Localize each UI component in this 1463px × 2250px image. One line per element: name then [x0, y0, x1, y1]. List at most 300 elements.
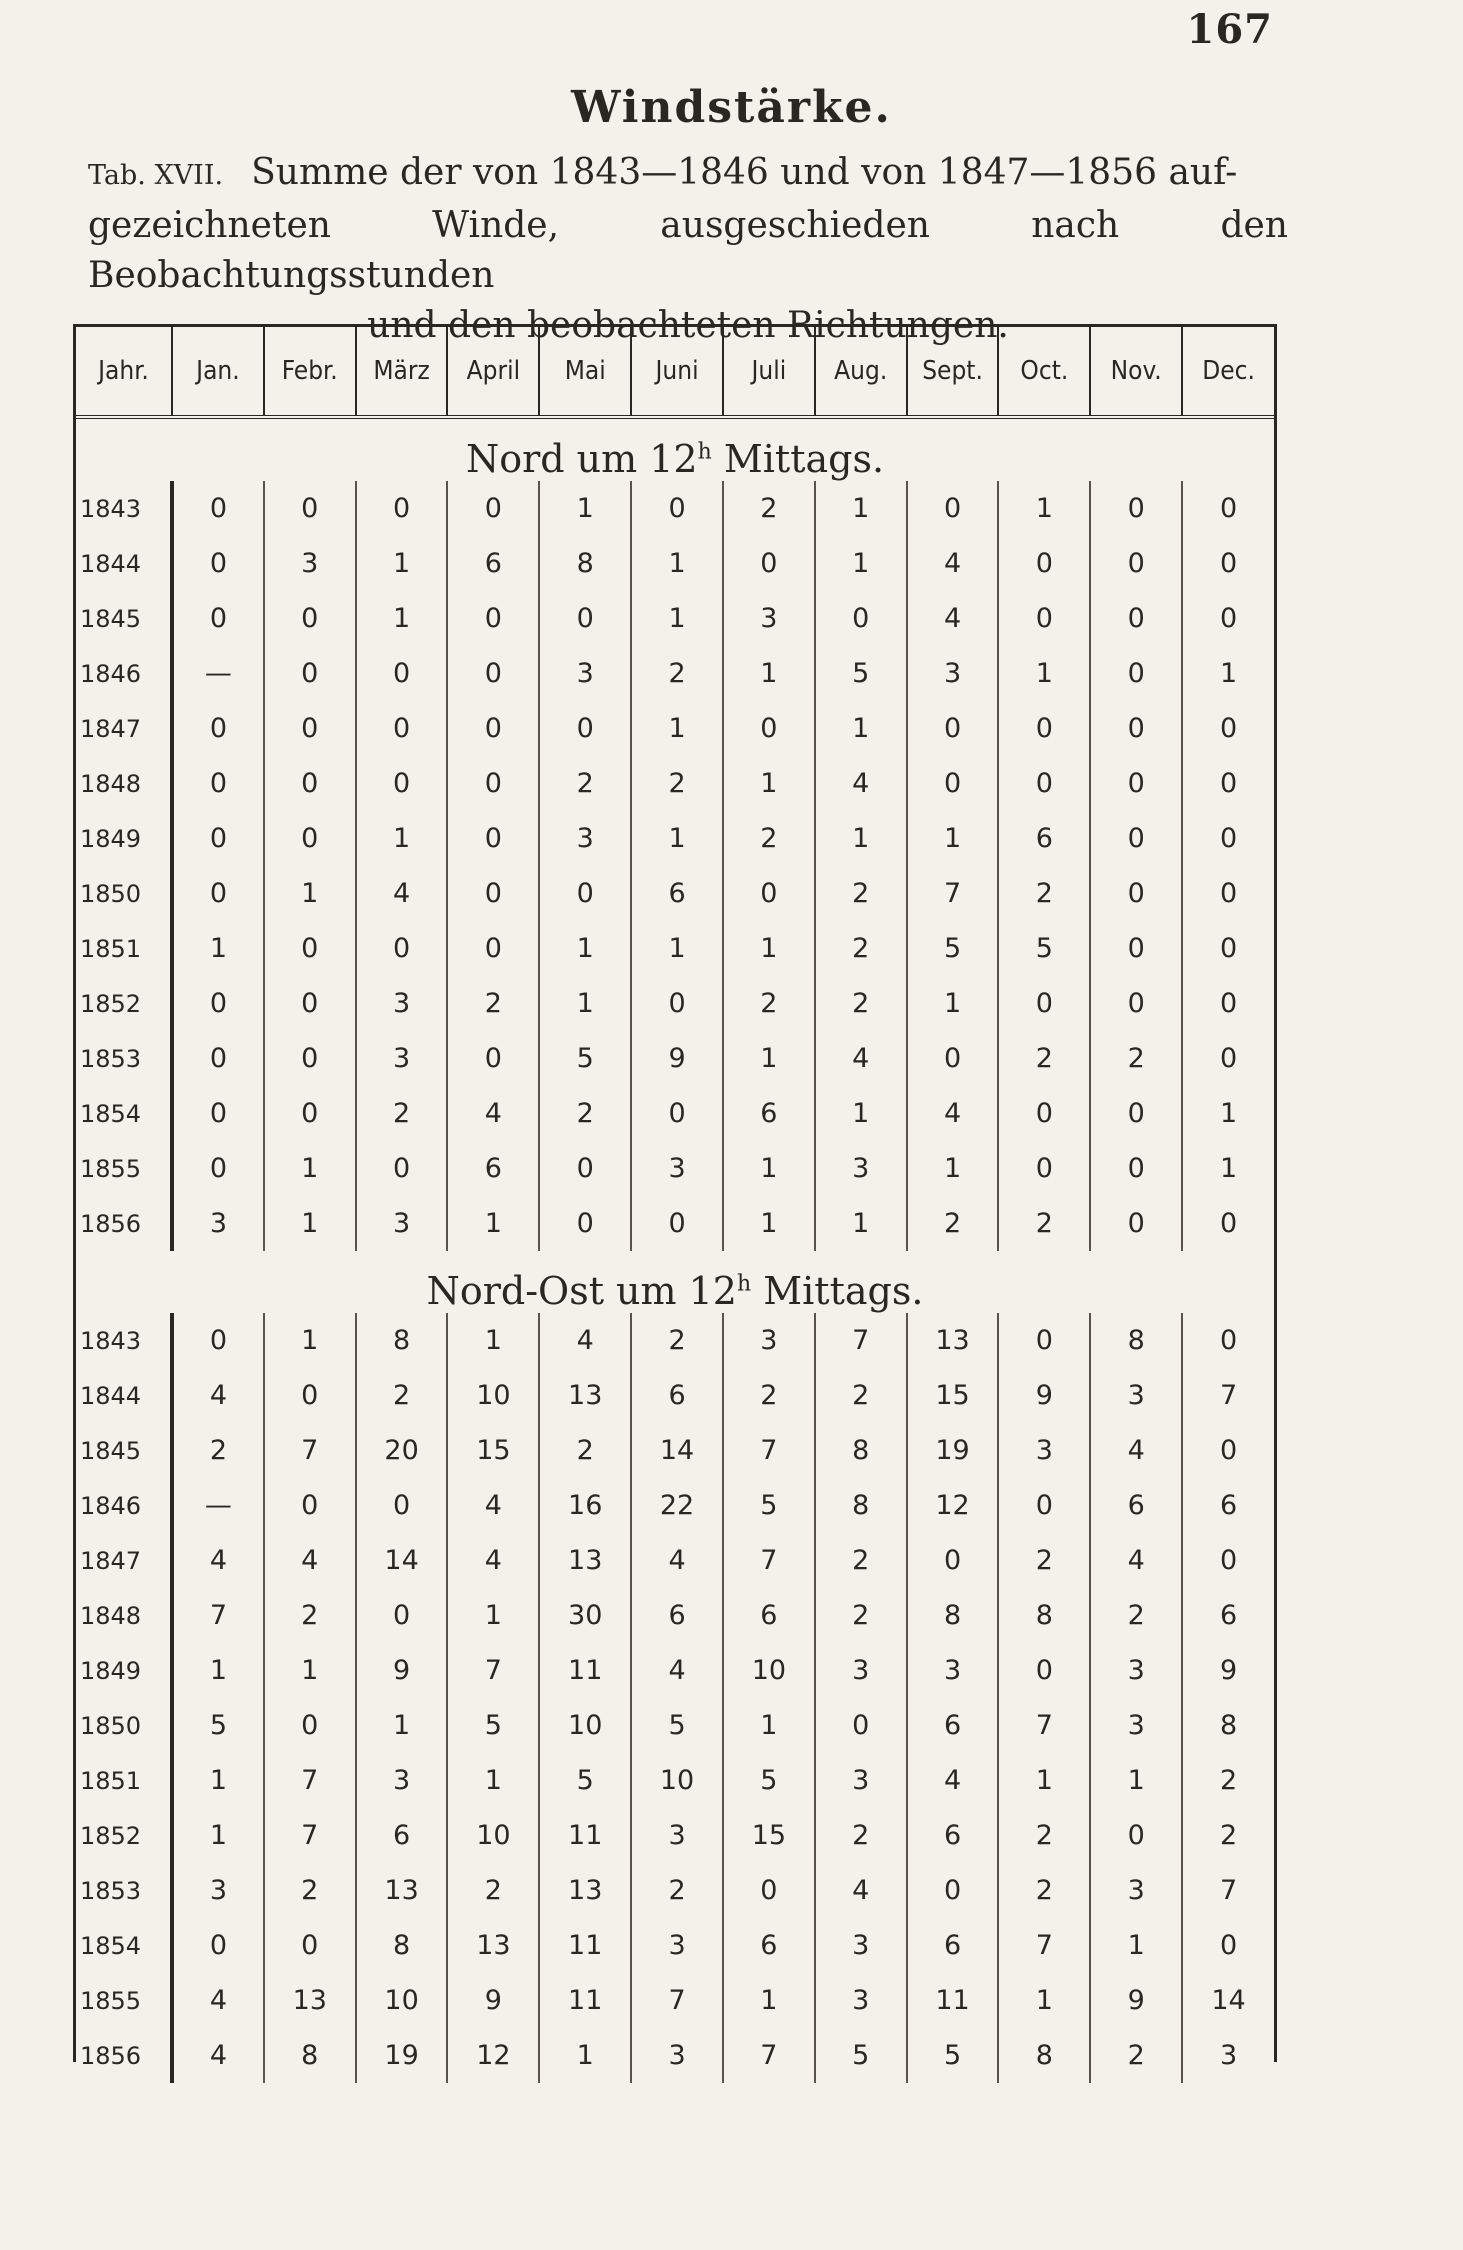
- table-row: [76, 1698, 1274, 1753]
- wind-table-frame: [73, 324, 1277, 2071]
- value-cell: 1: [998, 646, 1090, 701]
- value-cell: 0: [264, 756, 356, 811]
- value-cell: 2: [1219, 1820, 1238, 1851]
- value-cell: 2: [723, 1368, 815, 1423]
- value-cell: 1: [1090, 1918, 1182, 1973]
- value-cell: 15: [447, 1423, 539, 1478]
- value-cell: 0: [1219, 1043, 1238, 1074]
- value-cell: 0: [998, 1086, 1090, 1141]
- value-cell: 3: [998, 1423, 1090, 1478]
- header-row: [76, 327, 1274, 417]
- value-cell: 0: [172, 1141, 264, 1196]
- value-cell: 0: [907, 481, 999, 536]
- year-cell: 1845: [76, 591, 172, 646]
- value-cell: 10: [447, 1368, 539, 1423]
- value-cell: 3: [356, 1753, 448, 1808]
- value-cell: 6: [631, 1368, 723, 1423]
- value-cell: 1: [447, 1588, 539, 1643]
- value-cell: 15: [907, 1368, 999, 1423]
- value-cell: 13: [539, 1533, 631, 1588]
- value-cell: 0: [172, 481, 264, 536]
- value-cell: 4: [447, 1086, 539, 1141]
- value-cell: 5: [539, 1031, 631, 1086]
- table-row: [76, 1086, 1274, 1141]
- value-cell: 1: [447, 1196, 539, 1251]
- value-cell: 0: [172, 866, 264, 921]
- value-cell: 3: [172, 1196, 264, 1251]
- value-cell: 3: [815, 1141, 907, 1196]
- value-cell: 6: [1219, 1490, 1238, 1521]
- value-cell: 3: [1090, 1368, 1182, 1423]
- value-cell: 2: [815, 1808, 907, 1863]
- value-cell: 1: [631, 536, 723, 591]
- table-row: [76, 1031, 1274, 1086]
- value-cell: 2: [1219, 1765, 1238, 1796]
- value-cell: 0: [447, 866, 539, 921]
- value-cell: 1: [723, 1196, 815, 1251]
- year-cell: 1844: [76, 536, 172, 591]
- value-cell: 13: [539, 1863, 631, 1918]
- table-row: [76, 1863, 1274, 1918]
- year-cell: 1853: [76, 1863, 172, 1918]
- value-cell: 0: [1090, 976, 1182, 1031]
- value-cell: 11: [539, 1808, 631, 1863]
- year-cell: 1856: [76, 1196, 172, 1251]
- value-cell: 13: [356, 1863, 448, 1918]
- year-cell: 1855: [76, 1141, 172, 1196]
- value-cell: 4: [447, 1478, 539, 1533]
- value-cell: 5: [723, 1478, 815, 1533]
- value-cell: 0: [1219, 768, 1238, 799]
- value-cell: 3: [907, 646, 999, 701]
- value-cell: 0: [1219, 493, 1238, 524]
- column-header-month: Juni: [631, 327, 723, 417]
- year-cell: 1847: [76, 701, 172, 756]
- year-cell: 1856: [76, 2028, 172, 2083]
- value-cell: 6: [723, 1086, 815, 1141]
- table-row: [76, 701, 1274, 756]
- value-cell: 1: [172, 1808, 264, 1863]
- value-cell: 7: [998, 1698, 1090, 1753]
- value-cell: 4: [907, 536, 999, 591]
- value-cell: 2: [723, 811, 815, 866]
- table-row: [76, 1973, 1274, 2028]
- value-cell: 11: [539, 1643, 631, 1698]
- value-cell: 0: [723, 701, 815, 756]
- value-cell: 2: [172, 1423, 264, 1478]
- value-cell: 4: [172, 2028, 264, 2083]
- value-cell: 5: [172, 1698, 264, 1753]
- value-cell: 0: [264, 1478, 356, 1533]
- value-cell: 1: [1090, 1753, 1182, 1808]
- value-cell: 2: [815, 1368, 907, 1423]
- value-cell: 0: [1090, 811, 1182, 866]
- value-cell: 1: [539, 2028, 631, 2083]
- value-cell: 3: [1090, 1863, 1182, 1918]
- value-cell: 1: [998, 1753, 1090, 1808]
- value-cell: 7: [1219, 1875, 1238, 1906]
- value-cell: 13: [447, 1918, 539, 1973]
- value-cell: 1: [1219, 658, 1238, 689]
- table-row: [76, 811, 1274, 866]
- value-cell: 0: [1219, 1325, 1238, 1356]
- table-row: [76, 646, 1274, 701]
- table-row: [76, 2028, 1274, 2083]
- value-cell: 6: [907, 1698, 999, 1753]
- column-header-month: Nov.: [1090, 327, 1182, 417]
- value-cell: 1: [815, 811, 907, 866]
- value-cell: 4: [1090, 1533, 1182, 1588]
- year-cell: 1854: [76, 1918, 172, 1973]
- value-cell: 2: [815, 866, 907, 921]
- value-cell: 0: [264, 591, 356, 646]
- value-cell: 1: [264, 1643, 356, 1698]
- value-cell: 3: [723, 591, 815, 646]
- table-row: [76, 1478, 1274, 1533]
- caption-line-1: Summe der von 1843—1846 und von 1847—1856 auf-: [251, 152, 1238, 193]
- value-cell: 0: [1090, 701, 1182, 756]
- value-cell: 0: [264, 976, 356, 1031]
- table-row: [76, 1753, 1274, 1808]
- value-cell: 6: [1219, 1600, 1238, 1631]
- value-cell: 3: [1219, 2040, 1238, 2071]
- value-cell: 1: [631, 701, 723, 756]
- value-cell: 6: [907, 1808, 999, 1863]
- table-label: Tab. XVII.: [88, 160, 224, 191]
- value-cell: 0: [264, 921, 356, 976]
- value-cell: 0: [815, 1698, 907, 1753]
- table-row: [76, 591, 1274, 646]
- value-cell: 0: [172, 1918, 264, 1973]
- value-cell: 0: [447, 646, 539, 701]
- value-cell: 2: [723, 481, 815, 536]
- value-cell: 1: [447, 1313, 539, 1368]
- value-cell: 1: [723, 921, 815, 976]
- value-cell: 0: [539, 1141, 631, 1196]
- value-cell: 4: [907, 1086, 999, 1141]
- value-cell: 11: [539, 1973, 631, 2028]
- value-cell: 1: [172, 1753, 264, 1808]
- table-row: [76, 866, 1274, 921]
- value-cell: 10: [723, 1643, 815, 1698]
- value-cell: 2: [998, 1863, 1090, 1918]
- value-cell: 22: [631, 1478, 723, 1533]
- value-cell: 3: [631, 2028, 723, 2083]
- value-cell: 0: [172, 811, 264, 866]
- value-cell: 0: [1219, 933, 1238, 964]
- value-cell: 1: [723, 1698, 815, 1753]
- table-row: [76, 536, 1274, 591]
- value-cell: 6: [631, 1588, 723, 1643]
- value-cell: 0: [356, 1141, 448, 1196]
- value-cell: 0: [1219, 878, 1238, 909]
- value-cell: 0: [539, 701, 631, 756]
- column-header-month: Febr.: [264, 327, 356, 417]
- year-cell: 1851: [76, 1753, 172, 1808]
- table-body: [76, 417, 1274, 2083]
- table-row: [76, 1423, 1274, 1478]
- value-cell: 2: [998, 866, 1090, 921]
- value-cell: 0: [631, 481, 723, 536]
- value-cell: 0: [998, 701, 1090, 756]
- value-cell: 2: [815, 1588, 907, 1643]
- value-cell: 1: [264, 1313, 356, 1368]
- value-cell: 10: [447, 1808, 539, 1863]
- value-cell: 3: [356, 1031, 448, 1086]
- value-cell: 1: [998, 1973, 1090, 2028]
- value-cell: 4: [631, 1643, 723, 1698]
- value-cell: 0: [264, 1918, 356, 1973]
- value-cell: 1: [723, 756, 815, 811]
- value-cell: 0: [1090, 921, 1182, 976]
- value-cell: 2: [447, 976, 539, 1031]
- value-cell: 0: [1219, 988, 1238, 1019]
- table-row: [76, 1643, 1274, 1698]
- value-cell: 0: [815, 591, 907, 646]
- value-cell: 2: [815, 921, 907, 976]
- value-cell: 3: [1090, 1698, 1182, 1753]
- value-cell: 0: [264, 481, 356, 536]
- column-header-month: Aug.: [815, 327, 907, 417]
- value-cell: 0: [447, 701, 539, 756]
- value-cell: 0: [998, 756, 1090, 811]
- value-cell: 7: [723, 1533, 815, 1588]
- value-cell: 0: [1219, 1435, 1238, 1466]
- value-cell: 1: [723, 1031, 815, 1086]
- value-cell: 11: [539, 1918, 631, 1973]
- value-cell: 1: [998, 481, 1090, 536]
- value-cell: 10: [356, 1973, 448, 2028]
- value-cell: 0: [723, 536, 815, 591]
- value-cell: 2: [1090, 2028, 1182, 2083]
- value-cell: 3: [631, 1918, 723, 1973]
- value-cell: 3: [815, 1643, 907, 1698]
- value-cell: 12: [447, 2028, 539, 2083]
- section-heading-row: [76, 1251, 1274, 1313]
- value-cell: 0: [1090, 1086, 1182, 1141]
- value-cell: 1: [723, 1973, 815, 2028]
- value-cell: 4: [172, 1973, 264, 2028]
- value-cell: 0: [539, 866, 631, 921]
- value-cell: 1: [264, 1141, 356, 1196]
- value-cell: 8: [356, 1918, 448, 1973]
- value-cell: 5: [447, 1698, 539, 1753]
- value-cell: 4: [447, 1533, 539, 1588]
- value-cell: 5: [907, 921, 999, 976]
- value-cell: 0: [907, 701, 999, 756]
- value-cell: 0: [998, 976, 1090, 1031]
- value-cell: 0: [998, 591, 1090, 646]
- column-header-month: Mai: [539, 327, 631, 417]
- value-cell: 0: [907, 1863, 999, 1918]
- value-cell: 0: [447, 591, 539, 646]
- value-cell: 0: [447, 756, 539, 811]
- value-cell: 2: [539, 1423, 631, 1478]
- table-row: [76, 756, 1274, 811]
- year-cell: 1850: [76, 1698, 172, 1753]
- section-heading-superscript: h: [736, 1271, 752, 1297]
- value-cell: 0: [998, 1313, 1090, 1368]
- value-cell: 4: [815, 756, 907, 811]
- value-cell: 1: [907, 811, 999, 866]
- value-cell: 5: [539, 1753, 631, 1808]
- value-cell: 10: [539, 1698, 631, 1753]
- value-cell: 0: [907, 756, 999, 811]
- value-cell: 5: [815, 646, 907, 701]
- value-cell: 7: [723, 2028, 815, 2083]
- value-cell: 14: [356, 1533, 448, 1588]
- value-cell: 8: [998, 1588, 1090, 1643]
- page-number: 167: [1186, 6, 1273, 53]
- table-row: [76, 1313, 1274, 1368]
- table-row: [76, 976, 1274, 1031]
- value-cell: 0: [356, 756, 448, 811]
- value-cell: 0: [631, 976, 723, 1031]
- value-cell: 0: [264, 1368, 356, 1423]
- value-cell: 0: [1219, 1930, 1238, 1961]
- value-cell: 2: [815, 976, 907, 1031]
- value-cell: 1: [723, 1141, 815, 1196]
- year-cell: 1854: [76, 1086, 172, 1141]
- value-cell: 1: [631, 811, 723, 866]
- value-cell: 0: [172, 1086, 264, 1141]
- value-cell: 0: [631, 1086, 723, 1141]
- value-cell: 3: [1090, 1643, 1182, 1698]
- value-cell: 9: [998, 1368, 1090, 1423]
- value-cell: 1: [907, 1141, 999, 1196]
- value-cell: 9: [447, 1973, 539, 2028]
- value-cell: 9: [1090, 1973, 1182, 2028]
- value-cell: 1: [264, 1196, 356, 1251]
- value-cell: 20: [356, 1423, 448, 1478]
- value-cell: 8: [815, 1423, 907, 1478]
- value-cell: 6: [723, 1588, 815, 1643]
- value-cell: 1: [356, 811, 448, 866]
- section-heading-superscript: h: [697, 439, 712, 465]
- value-cell: 3: [539, 646, 631, 701]
- column-header-month: Dec.: [1182, 327, 1274, 417]
- value-cell: 1: [172, 921, 264, 976]
- value-cell: 0: [1219, 713, 1238, 744]
- value-cell: 12: [907, 1478, 999, 1533]
- value-cell: 2: [447, 1863, 539, 1918]
- value-cell: 5: [907, 2028, 999, 2083]
- value-cell: 8: [356, 1313, 448, 1368]
- value-cell: 1: [1219, 1153, 1238, 1184]
- value-cell: 0: [998, 1478, 1090, 1533]
- value-cell: 2: [998, 1808, 1090, 1863]
- value-cell: 7: [815, 1313, 907, 1368]
- value-cell: 0: [1219, 823, 1238, 854]
- value-cell: 0: [998, 1141, 1090, 1196]
- value-cell: 0: [172, 591, 264, 646]
- value-cell: 0: [447, 921, 539, 976]
- year-cell: 1849: [76, 1643, 172, 1698]
- year-cell: 1848: [76, 1588, 172, 1643]
- value-cell: 2: [1090, 1031, 1182, 1086]
- value-cell: 6: [1090, 1478, 1182, 1533]
- value-cell: 0: [447, 481, 539, 536]
- table-row: [76, 1808, 1274, 1863]
- value-cell: 6: [907, 1918, 999, 1973]
- value-cell: 9: [631, 1031, 723, 1086]
- value-cell: 0: [1219, 603, 1238, 634]
- value-cell: 1: [723, 646, 815, 701]
- table-row: [76, 1141, 1274, 1196]
- value-cell: 0: [907, 1031, 999, 1086]
- value-cell: 3: [631, 1141, 723, 1196]
- value-cell: 5: [815, 2028, 907, 2083]
- value-cell: 8: [998, 2028, 1090, 2083]
- value-cell: 14: [631, 1423, 723, 1478]
- value-cell: 0: [264, 1698, 356, 1753]
- value-cell: 0: [172, 1031, 264, 1086]
- value-cell: 5: [631, 1698, 723, 1753]
- section-heading: [76, 1251, 1274, 1313]
- value-cell: 13: [907, 1313, 999, 1368]
- value-cell: 30: [539, 1588, 631, 1643]
- value-cell: 8: [1090, 1313, 1182, 1368]
- value-cell: 0: [356, 646, 448, 701]
- year-cell: 1846: [76, 1478, 172, 1533]
- value-cell: 6: [723, 1918, 815, 1973]
- value-cell: 2: [998, 1533, 1090, 1588]
- value-cell: 7: [998, 1918, 1090, 1973]
- value-cell: 1: [539, 976, 631, 1031]
- value-cell: 7: [264, 1808, 356, 1863]
- value-cell: 1: [815, 1086, 907, 1141]
- value-cell: 7: [172, 1588, 264, 1643]
- year-cell: 1853: [76, 1031, 172, 1086]
- value-cell: 2: [356, 1086, 448, 1141]
- value-cell: —: [172, 1478, 264, 1533]
- value-cell: 1: [264, 866, 356, 921]
- value-cell: 0: [723, 1863, 815, 1918]
- value-cell: 0: [356, 701, 448, 756]
- value-cell: 0: [1090, 646, 1182, 701]
- wind-table: [76, 327, 1274, 2083]
- caption-line-3: und den beobachteten Richtungen.: [367, 305, 1009, 346]
- value-cell: 2: [907, 1196, 999, 1251]
- value-cell: 0: [172, 536, 264, 591]
- value-cell: 0: [1090, 1196, 1182, 1251]
- section-heading-text: Nord um 12: [465, 437, 698, 481]
- value-cell: 3: [815, 1973, 907, 2028]
- table-row: [76, 1368, 1274, 1423]
- year-cell: 1848: [76, 756, 172, 811]
- column-header-month: Jan.: [172, 327, 264, 417]
- value-cell: 7: [1219, 1380, 1238, 1411]
- value-cell: 0: [1090, 481, 1182, 536]
- value-cell: 16: [539, 1478, 631, 1533]
- value-cell: 6: [998, 811, 1090, 866]
- value-cell: 1: [172, 1643, 264, 1698]
- value-cell: 0: [172, 756, 264, 811]
- value-cell: 0: [264, 1031, 356, 1086]
- value-cell: 6: [447, 1141, 539, 1196]
- value-cell: 0: [356, 1588, 448, 1643]
- value-cell: 3: [356, 1196, 448, 1251]
- value-cell: —: [172, 646, 264, 701]
- value-cell: 0: [631, 1196, 723, 1251]
- value-cell: 0: [1219, 1545, 1238, 1576]
- value-cell: 1: [815, 481, 907, 536]
- section-heading-text: Nord-Ost um 12: [426, 1269, 737, 1313]
- value-cell: 1: [907, 976, 999, 1031]
- value-cell: 4: [1090, 1423, 1182, 1478]
- value-cell: 4: [539, 1313, 631, 1368]
- value-cell: 0: [447, 1031, 539, 1086]
